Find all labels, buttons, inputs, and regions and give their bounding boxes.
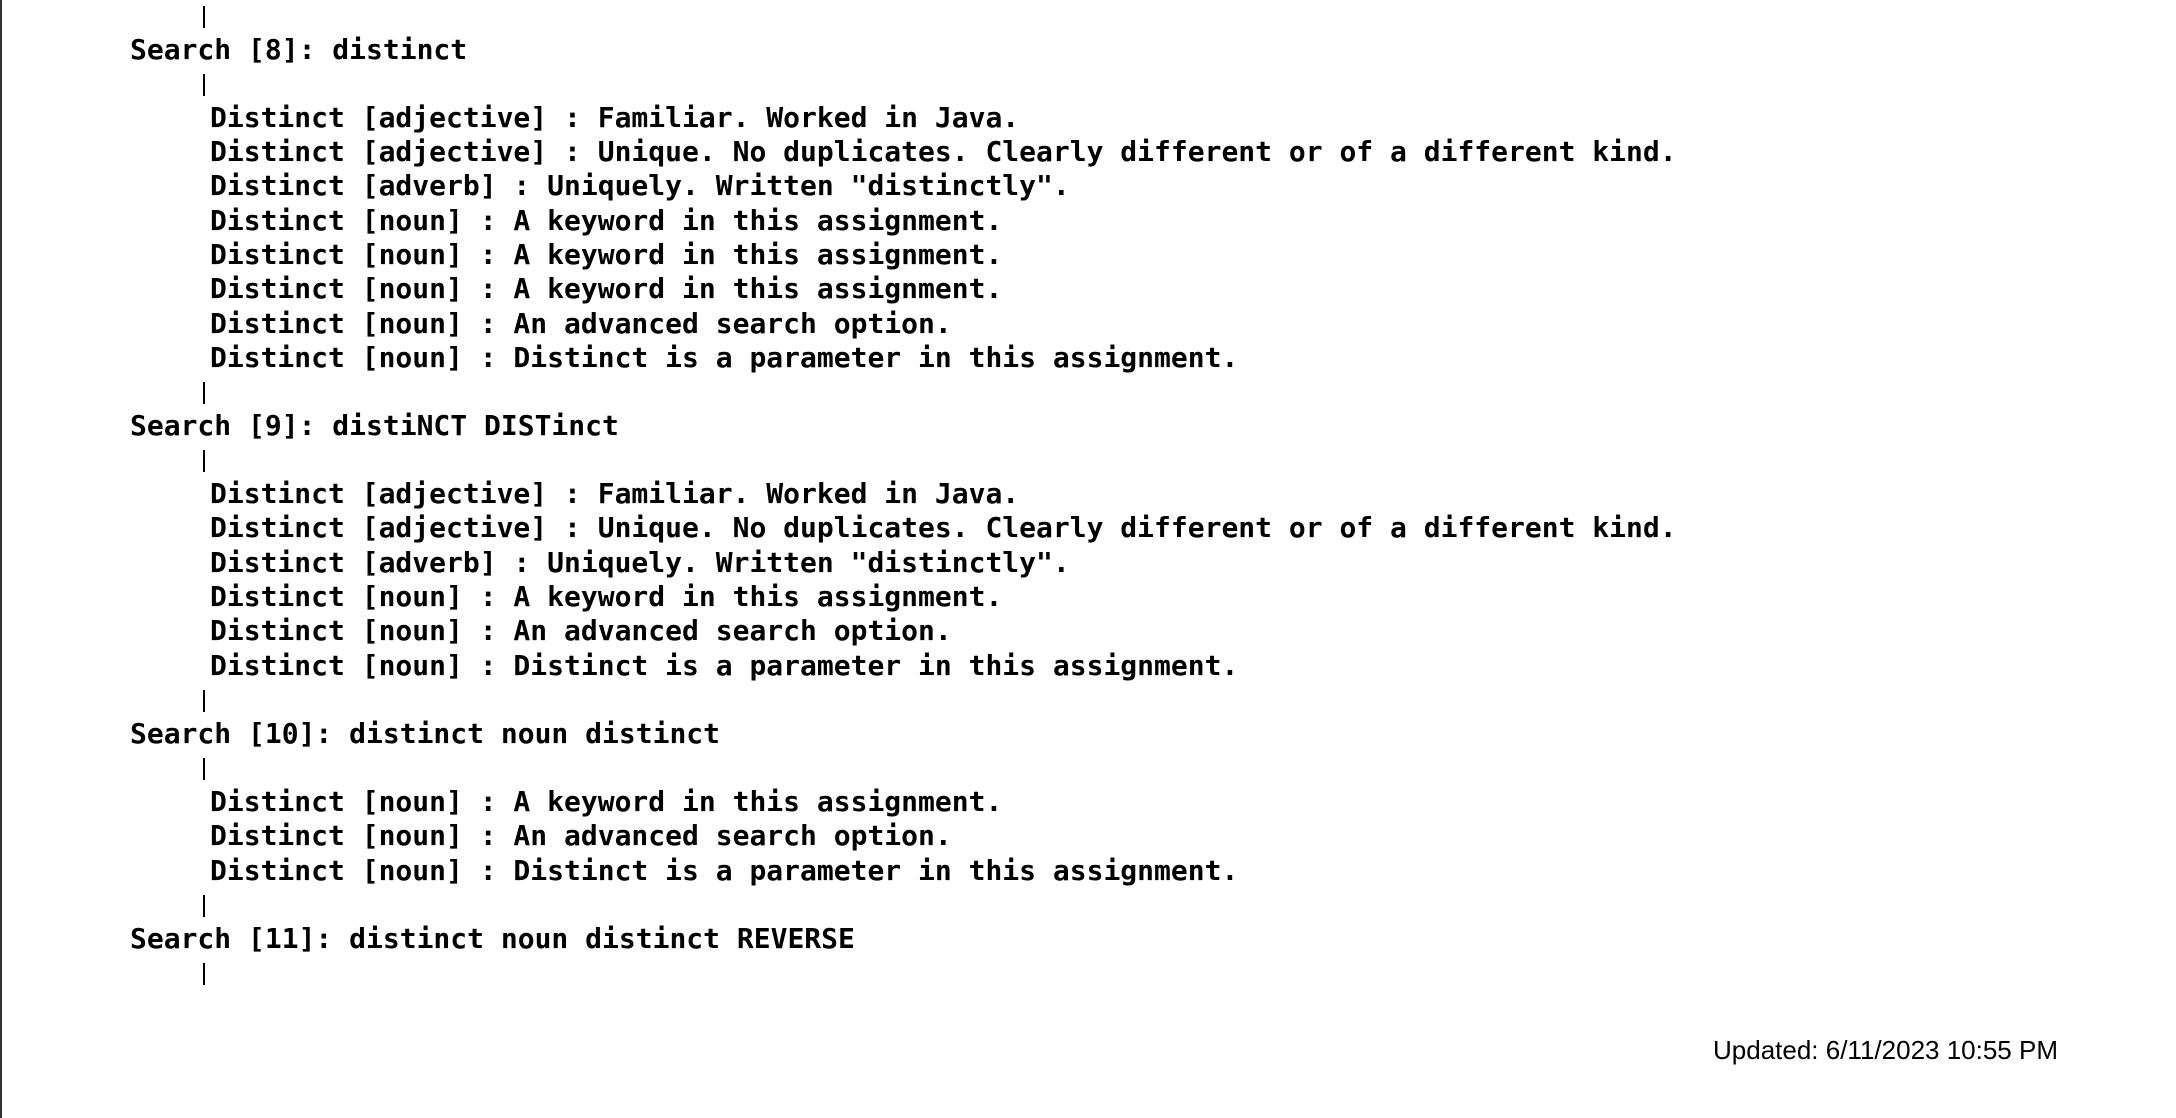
search-heading: Search [8]: distinct — [130, 33, 468, 66]
result-line: Distinct [adjective] : Familiar. Worked in Java. — [210, 477, 1020, 510]
search-heading: Search [11]: distinct noun distinct REVERSE — [130, 922, 855, 955]
separator-pipe — [203, 690, 205, 712]
result-line: Distinct [noun] : An advanced search option. — [210, 307, 952, 340]
result-line: Distinct [noun] : A keyword in this assignment. — [210, 785, 1003, 818]
result-line: Distinct [noun] : Distinct is a parameter in this assignment. — [210, 341, 1239, 374]
separator-pipe — [203, 74, 205, 96]
result-line: Distinct [noun] : An advanced search option. — [210, 614, 952, 647]
separator-pipe — [203, 963, 205, 985]
result-line: Distinct [adjective] : Familiar. Worked in Java. — [210, 101, 1020, 134]
separator-pipe — [203, 450, 205, 472]
result-line: Distinct [adjective] : Unique. No duplicates. Clearly different or of a different kind. — [210, 511, 1677, 544]
result-line: Distinct [noun] : Distinct is a parameter in this assignment. — [210, 649, 1239, 682]
updated-timestamp: Updated: 6/11/2023 10:55 PM — [1713, 1035, 2058, 1065]
result-line: Distinct [noun] : A keyword in this assignment. — [210, 580, 1003, 613]
separator-pipe — [203, 382, 205, 404]
search-heading: Search [9]: distiNCT DISTinct — [130, 409, 619, 442]
result-line: Distinct [adverb] : Uniquely. Written "distinctly". — [210, 546, 1070, 579]
separator-pipe — [203, 6, 205, 28]
separator-pipe — [203, 895, 205, 917]
result-line: Distinct [noun] : A keyword in this assignment. — [210, 204, 1003, 237]
separator-pipe — [203, 758, 205, 780]
result-line: Distinct [noun] : Distinct is a parameter in this assignment. — [210, 854, 1239, 887]
result-line: Distinct [noun] : A keyword in this assignment. — [210, 238, 1003, 271]
result-line: Distinct [noun] : A keyword in this assignment. — [210, 272, 1003, 305]
result-line: Distinct [noun] : An advanced search option. — [210, 819, 952, 852]
result-line: Distinct [adjective] : Unique. No duplicates. Clearly different or of a different kind. — [210, 135, 1677, 168]
search-heading: Search [10]: distinct noun distinct — [130, 717, 721, 750]
result-line: Distinct [adverb] : Uniquely. Written "distinctly". — [210, 169, 1070, 202]
